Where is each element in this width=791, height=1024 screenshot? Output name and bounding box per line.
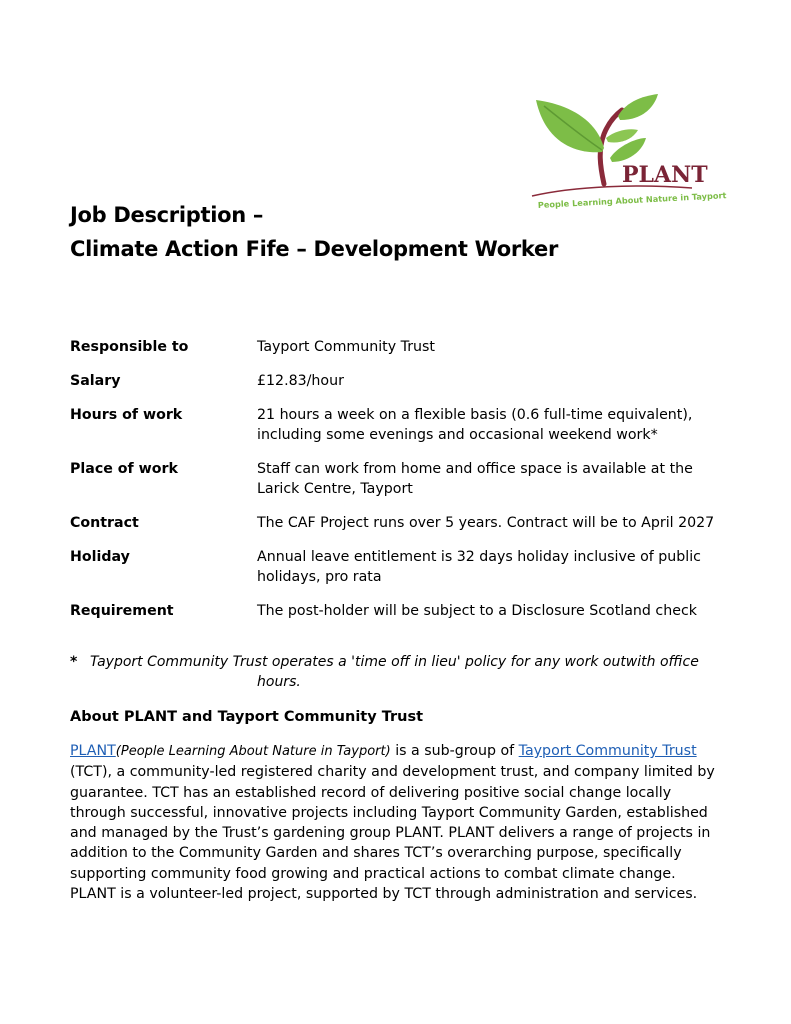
detail-row-responsible-to xyxy=(70,337,730,357)
about-text-2: (TCT), a community-led registered charity and development trust, and company limited by guarantee. TCT has an established record of delivering positive social change locally through successful, innovative projects including Tayport Community Garden, established and managed by the Trust’s gardening group PLANT. PLANT delivers a range of projects in addition to the Community Garden and shares TCT’s overarching purpose, specifically supporting community food growing and practical actions to combat climate change. PLANT is a volunteer-led project, supported by TCT through administration and services. xyxy=(70,764,715,903)
detail-row-hours-of-work xyxy=(70,405,730,445)
detail-label: Holiday xyxy=(70,549,130,565)
plant-logo xyxy=(526,92,727,214)
detail-value: The CAF Project runs over 5 years. Contract will be to April 2027 xyxy=(257,515,715,531)
plant-wordmark: PLANT xyxy=(622,162,708,188)
title-line-2: Climate Action Fife – Development Worker xyxy=(70,237,559,261)
detail-row-requirement xyxy=(70,601,730,621)
footnote-text: Tayport Community Trust operates a 'time off in lieu' policy for any work outwith office xyxy=(90,654,699,670)
detail-label: Place of work xyxy=(70,461,178,477)
detail-value: Tayport Community Trust xyxy=(257,339,435,355)
detail-value: The post-holder will be subject to a Disclosure Scotland check xyxy=(257,603,697,619)
detail-value: £12.83/hour xyxy=(257,373,344,389)
footnote xyxy=(70,652,725,692)
detail-value: Annual leave entitlement is 32 days holiday inclusive of public holidays, pro rata xyxy=(257,549,701,585)
about-heading: About PLANT and Tayport Community Trust xyxy=(70,709,424,725)
plant-tagline: People Learning About Nature in Tayport xyxy=(537,190,727,210)
plant-seedling-icon xyxy=(526,92,727,214)
detail-label: Salary xyxy=(70,373,121,389)
footnote-tail: hours. xyxy=(257,674,301,690)
detail-row-contract xyxy=(70,513,730,533)
detail-row-place-of-work xyxy=(70,459,730,499)
plant-link[interactable]: PLANT xyxy=(70,743,116,759)
detail-label: Hours of work xyxy=(70,407,183,423)
page-title xyxy=(70,198,558,266)
job-details-list xyxy=(70,337,730,635)
footnote-marker: * xyxy=(70,654,78,670)
title-line-1: Job Description – xyxy=(70,203,264,227)
detail-label: Responsible to xyxy=(70,339,189,355)
detail-value: 21 hours a week on a flexible basis (0.6 full-time equivalent), including some evenings and occasional weekend work* xyxy=(257,407,693,443)
tayport-community-trust-link[interactable]: Tayport Community Trust xyxy=(518,743,697,759)
about-paragraph xyxy=(70,741,720,904)
detail-label: Contract xyxy=(70,515,139,531)
plant-expansion: (People Learning About Nature in Tayport) xyxy=(115,744,391,759)
detail-row-salary xyxy=(70,371,730,391)
detail-label: Requirement xyxy=(70,603,174,619)
about-text-1: is a sub-group of xyxy=(390,743,519,759)
detail-value: Staff can work from home and office space is available at the Larick Centre, Tayport xyxy=(257,461,693,497)
detail-row-holiday xyxy=(70,547,730,587)
